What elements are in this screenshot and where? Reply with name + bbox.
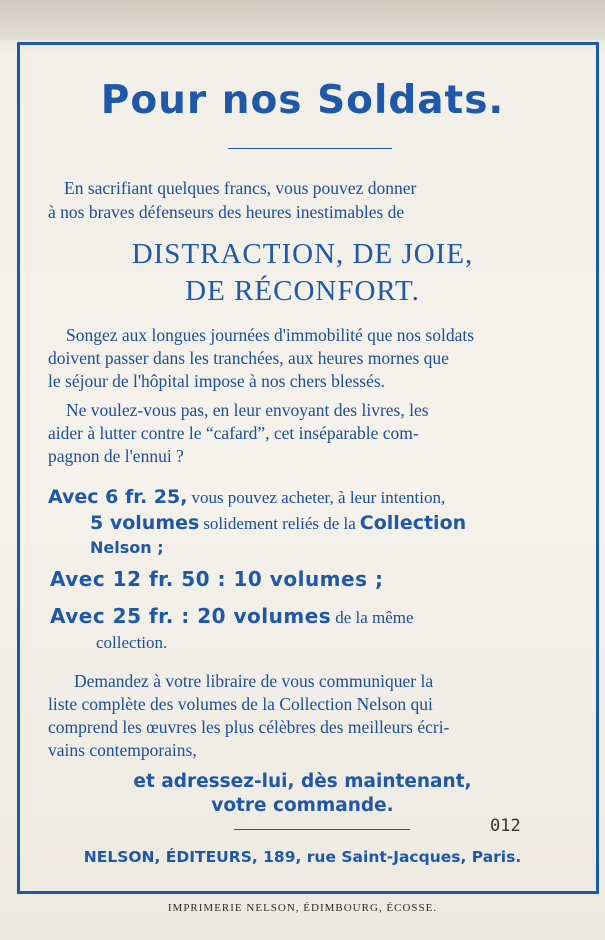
intro-line-1: En sacrifiant quelques francs, vous pouvez donner — [64, 178, 417, 198]
intro-line-2: à nos braves défenseurs des heures inestimables de — [48, 202, 405, 222]
handwritten-number: 012 — [490, 816, 521, 836]
offer3-continuation: collection. — [96, 633, 168, 652]
para2-line-2: aider à lutter contre le “cafard”, cet inséparable com- — [48, 423, 419, 443]
closing-line-2: votre commande. — [211, 795, 394, 816]
offer3-rest: de la même — [335, 608, 414, 627]
title-divider — [228, 148, 392, 149]
closing-line-1: et adressez-lui, dès maintenant, — [133, 771, 472, 792]
printer-imprint: IMPRIMERIE NELSON, ÉDIMBOURG, ÉCOSSE. — [167, 902, 438, 914]
footer-divider — [234, 829, 410, 830]
headline-line-2: DE RÉCONFORT. — [185, 275, 420, 307]
offer1-rest: vous pouvez acheter, à leur intention, — [191, 488, 446, 507]
para2-line-1: Ne voulez-vous pas, en leur envoyant des livres, les — [66, 400, 429, 420]
offer3-line-1 — [50, 604, 414, 628]
para3-line-2: liste complète des volumes de la Collection Nelson qui — [48, 694, 433, 714]
para1-line-3: le séjour de l'hôpital impose à nos chers blessés. — [48, 371, 386, 391]
headline-line-1: DISTRACTION, DE JOIE, — [131, 238, 474, 270]
offer1-nelson: Nelson ; — [90, 538, 164, 557]
offer1-line-2 — [90, 512, 466, 534]
offer2: Avec 12 fr. 50 : 10 volumes ; — [50, 567, 384, 591]
para1-line-1: Songez aux longues journées d'immobilité que nos soldats — [66, 325, 475, 345]
offer1-collection: Collection — [359, 512, 467, 534]
offer1-volumes: 5 volumes — [90, 512, 200, 534]
offer3-lead: Avec 25 fr. : 20 volumes — [50, 604, 332, 628]
para1-line-2: doivent passer dans les tranchées, aux heures mornes que — [48, 348, 449, 368]
page-border — [17, 42, 599, 894]
publisher-address: NELSON, ÉDITEURS, 189, rue Saint-Jacques, Paris. — [83, 848, 522, 866]
para2-line-3: pagnon de l'ennui ? — [48, 446, 184, 466]
torn-top-edge — [0, 0, 605, 40]
page-title: Pour nos Soldats. — [100, 78, 505, 123]
para3-line-3: comprend les œuvres les plus célèbres des meilleurs écri- — [48, 717, 450, 737]
para3-line-1: Demandez à votre libraire de vous communiquer la — [74, 671, 434, 691]
offer1-lead: Avec 6 fr. 25, — [48, 486, 188, 508]
offer1-line-1 — [48, 486, 445, 508]
para3-line-4: vains contemporains, — [48, 740, 197, 760]
offer1-mid: solidement reliés de la — [203, 514, 356, 533]
